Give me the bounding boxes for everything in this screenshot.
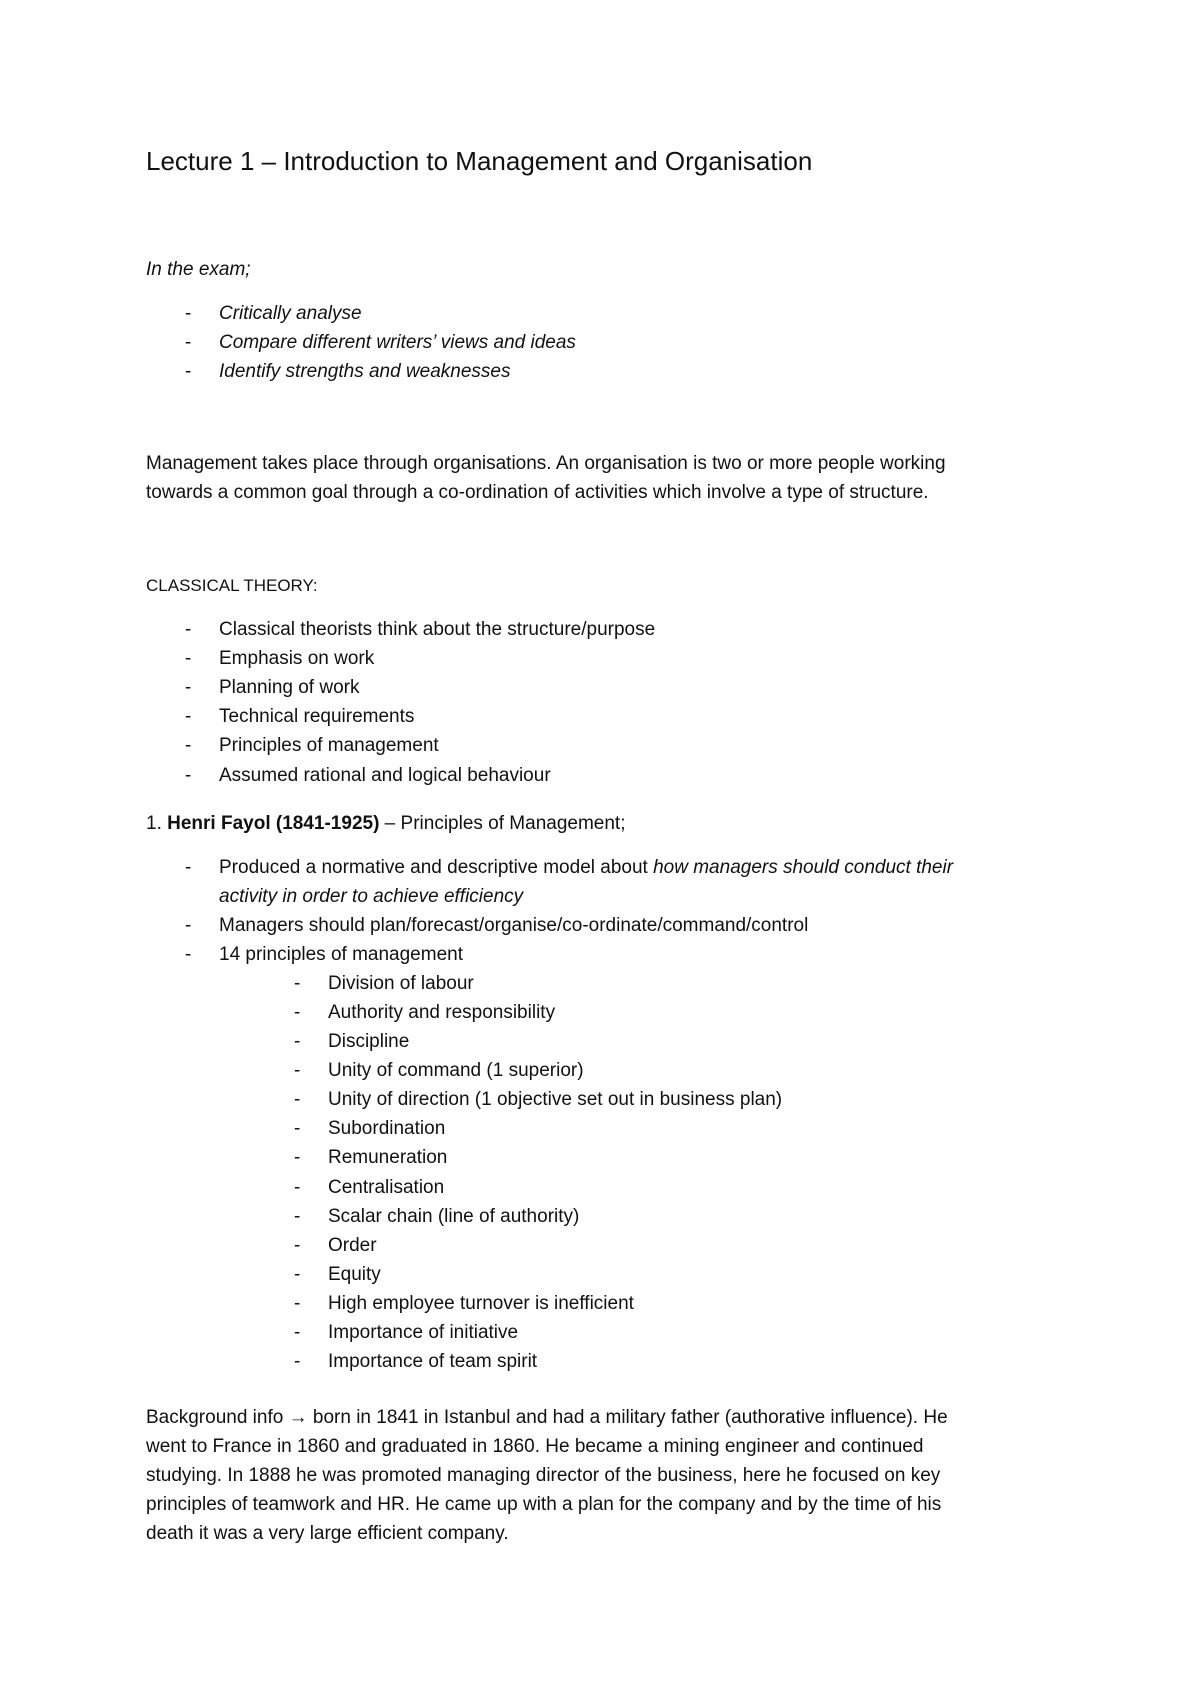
classical-item: Assumed rational and logical behaviour xyxy=(219,765,551,786)
fayol-heading xyxy=(146,812,625,836)
classical-item: Technical requirements xyxy=(219,706,415,727)
page-title: Lecture 1 – Introduction to Management and Organisation xyxy=(146,146,813,176)
principle-item: Remuneration xyxy=(328,1147,448,1168)
fayol-suffix: – Principles of Management; xyxy=(379,813,626,834)
bullet-dash: - xyxy=(294,1177,301,1198)
bullet-dash: - xyxy=(185,332,192,353)
fayol-item xyxy=(219,856,953,880)
exam-heading: In the exam; xyxy=(146,259,251,280)
classical-item: Classical theorists think about the structure/purpose xyxy=(219,619,656,640)
bullet-dash: - xyxy=(185,765,192,786)
principle-item: Scalar chain (line of authority) xyxy=(328,1206,580,1227)
bullet-dash: - xyxy=(185,677,192,698)
bullet-dash: - xyxy=(294,1322,301,1343)
classical-item: Planning of work xyxy=(219,677,360,698)
classical-item: Principles of management xyxy=(219,735,439,756)
bullet-dash: - xyxy=(294,1060,301,1081)
principle-item: Authority and responsibility xyxy=(328,1002,556,1023)
bullet-dash: - xyxy=(185,706,192,727)
intro-line: towards a common goal through a co-ordination of activities which involve a type of structure. xyxy=(146,482,929,503)
bullet-dash: - xyxy=(294,973,301,994)
principle-item: Subordination xyxy=(328,1118,446,1139)
background-line: death it was a very large efficient company. xyxy=(146,1523,509,1544)
exam-item: Critically analyse xyxy=(219,303,362,324)
bullet-dash: - xyxy=(294,1206,301,1227)
principle-item: Division of labour xyxy=(328,973,474,994)
principle-item: Centralisation xyxy=(328,1177,445,1198)
background-label: Background info xyxy=(146,1407,284,1428)
background-line xyxy=(146,1406,948,1430)
fayol-item: 14 principles of management xyxy=(219,944,463,965)
bullet-dash: - xyxy=(185,303,192,324)
intro-line: Management takes place through organisations. An organisation is two or more people working xyxy=(146,453,946,474)
bullet-dash: - xyxy=(185,361,192,382)
bullet-dash: - xyxy=(185,857,192,878)
bullet-dash: - xyxy=(294,1351,301,1372)
classical-heading: CLASSICAL THEORY: xyxy=(146,576,318,595)
principle-item: Unity of command (1 superior) xyxy=(328,1060,584,1081)
principle-item: Order xyxy=(328,1235,377,1256)
principle-item: High employee turnover is inefficient xyxy=(328,1293,634,1314)
fayol-item1-plain: Produced a normative and descriptive model about xyxy=(219,857,654,878)
principle-item: Unity of direction (1 objective set out in business plan) xyxy=(328,1089,783,1110)
bullet-dash: - xyxy=(185,648,192,669)
arrow-icon: → xyxy=(288,1407,308,1428)
bullet-dash: - xyxy=(294,1264,301,1285)
exam-item: Compare different writers’ views and ideas xyxy=(219,332,576,353)
bullet-dash: - xyxy=(294,1089,301,1110)
principle-item: Importance of team spirit xyxy=(328,1351,538,1372)
bullet-dash: - xyxy=(185,944,192,965)
bullet-dash: - xyxy=(294,1293,301,1314)
bullet-dash: - xyxy=(185,619,192,640)
fayol-item1-italic: how managers should conduct their xyxy=(653,857,954,878)
bullet-dash: - xyxy=(294,1147,301,1168)
fayol-item1-line2: activity in order to achieve efficiency xyxy=(219,886,524,907)
principle-item: Importance of initiative xyxy=(328,1322,519,1343)
fayol-item: Managers should plan/forecast/organise/co-ordinate/command/control xyxy=(219,915,809,936)
fayol-name: Henri Fayol (1841-1925) xyxy=(167,813,380,834)
principle-item: Equity xyxy=(328,1264,381,1285)
background-text: born in 1841 in Istanbul and had a military father (authorative influence). He xyxy=(307,1407,948,1428)
bullet-dash: - xyxy=(294,1031,301,1052)
fayol-number: 1. xyxy=(146,813,162,834)
exam-item: Identify strengths and weaknesses xyxy=(219,361,511,382)
background-line: principles of teamwork and HR. He came up with a plan for the company and by the time of his xyxy=(146,1494,942,1515)
bullet-dash: - xyxy=(294,1118,301,1139)
bullet-dash: - xyxy=(185,735,192,756)
bullet-dash: - xyxy=(294,1235,301,1256)
classical-item: Emphasis on work xyxy=(219,648,375,669)
principle-item: Discipline xyxy=(328,1031,410,1052)
bullet-dash: - xyxy=(185,915,192,936)
bullet-dash: - xyxy=(294,1002,301,1023)
background-line: studying. In 1888 he was promoted managing director of the business, here he focused on key xyxy=(146,1465,941,1486)
background-line: went to France in 1860 and graduated in 1860. He became a mining engineer and continued xyxy=(146,1436,924,1457)
